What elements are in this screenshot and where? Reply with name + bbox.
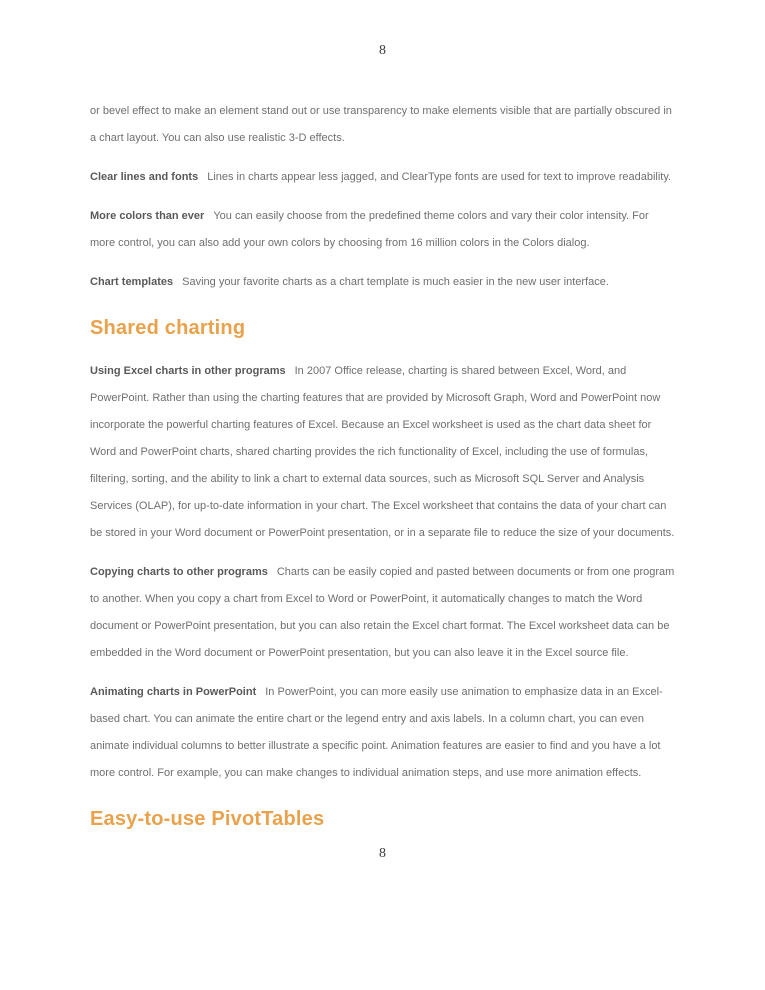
- lead-chart-templates: Chart templates: [90, 276, 174, 288]
- paragraph-chart-templates: [90, 269, 675, 296]
- paragraph-clear-lines-and-fonts: [90, 164, 675, 191]
- paragraph-using-excel-charts-text: In 2007 Office release, charting is shared between Excel, Word, and PowerPoint. Rather than using the charting features that are provided by Microsoft Graph, Word and PowerPoint now incorporate the powerful charting features of Excel. Because an Excel worksheet is used as the chart data sheet for Word and PowerPoint charts, shared charting provides the rich functionality of Excel, including the use of formulas, filtering, sorting, and the ability to link a chart to external data sources, such as Microsoft SQL Server and Analysis Services (OLAP), for up-to-date information in your chart. The Excel worksheet that contains the data of your chart can be stored in your Word document or PowerPoint presentation, or in a separate file to reduce the size of your documents.: [90, 365, 675, 539]
- page-content: [0, 98, 765, 833]
- lead-more-colors: More colors than ever: [90, 210, 205, 222]
- heading-shared-charting: Shared charting: [90, 317, 246, 339]
- paragraph-using-excel-charts: [90, 358, 675, 547]
- page-number-footer: 8: [379, 846, 386, 861]
- lead-using-excel-charts: Using Excel charts in other programs: [90, 365, 286, 377]
- paragraph-copying-charts: [90, 559, 675, 667]
- paragraph-chart-templates-text: Saving your favorite charts as a chart template is much easier in the new user interface.: [182, 276, 609, 288]
- paragraph-more-colors-text: You can easily choose from the predefined theme colors and vary their color intensity. For more control, you can also add your own colors by choosing from 16 million colors in the Colors dialog.: [90, 210, 649, 249]
- paragraph-animating-charts-text: In PowerPoint, you can more easily use animation to emphasize data in an Excel-based chart. You can animate the entire chart or the legend entry and axis labels. In a column chart, you can even animate individual columns to better illustrate a specific point. Animation features are easier to find and you have a lot more control. For example, you can make changes to individual animation steps, and use more animation effects.: [90, 686, 663, 779]
- paragraph-clear-lines-text: Lines in charts appear less jagged, and ClearType fonts are used for text to improve readability.: [207, 171, 672, 183]
- paragraph-intro-continuation: [90, 98, 675, 152]
- lead-copying-charts: Copying charts to other programs: [90, 566, 268, 578]
- heading-easy-pivottables: Easy-to-use PivotTables: [90, 808, 325, 830]
- paragraph-animating-charts: [90, 679, 675, 787]
- lead-animating-charts: Animating charts in PowerPoint: [90, 686, 257, 698]
- paragraph-intro-text: or bevel effect to make an element stand out or use transparency to make elements visible that are partially obscured in a chart layout. You can also use realistic 3-D effects.: [90, 105, 672, 144]
- paragraph-copying-charts-text: Charts can be easily copied and pasted between documents or from one program to another. When you copy a chart from Excel to Word or PowerPoint, it automatically changes to match the Word document or PowerPoint presentation, but you can also retain the Excel chart format. The Excel worksheet data can be embedded in the Word document or PowerPoint presentation, but you can also leave it in the Excel source file.: [90, 566, 675, 659]
- lead-clear-lines-and-fonts: Clear lines and fonts: [90, 171, 199, 183]
- paragraph-more-colors: [90, 203, 675, 257]
- page-number-header: 8: [379, 43, 386, 58]
